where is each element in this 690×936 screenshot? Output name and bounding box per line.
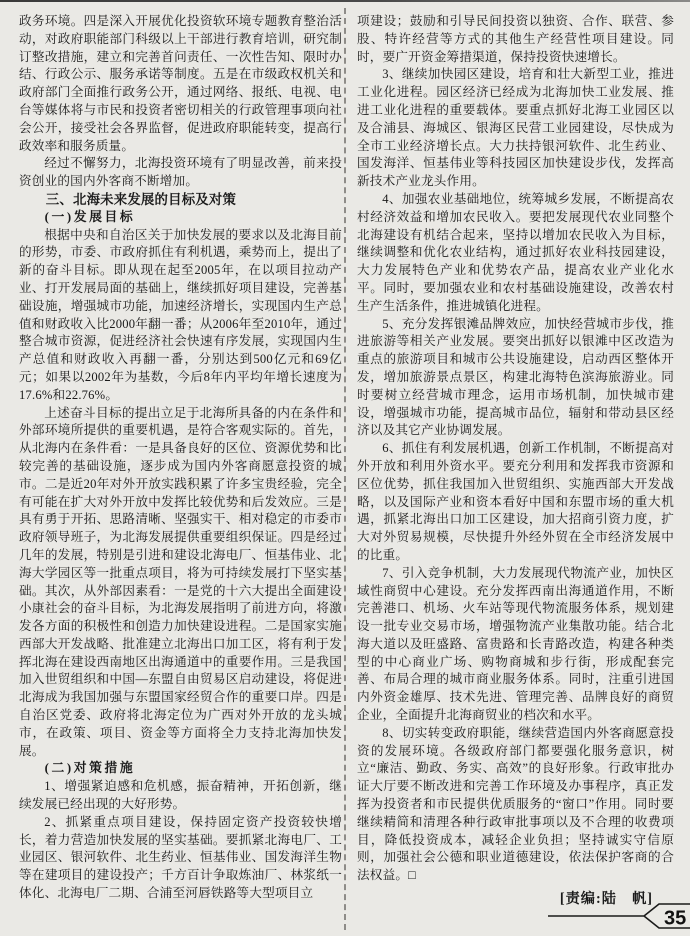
body-paragraph: 经过不懈努力，北海投资环境有了明显改善，前来投资创业的国内外客商不断增加。 — [19, 156, 342, 189]
body-paragraph: 3、继续加快园区建设，培育和壮大新型工业，推进工业化进程。园区经济已经成为北海加快工业发展、推进工业化进程的重要载体。要重点抓好北海工业园区以及合浦县、海城区、银海区民营工业园建设，尽快成为全市工业经济增长点。大力扶持银河软件、北生药业、国发海洋、恒基伟业等科技园区加快建设步伐，发挥高新技术产业龙头作用。 — [357, 67, 674, 189]
right-text-column — [357, 13, 674, 885]
body-paragraph: 7、引入竞争机制，大力发展现代物流产业，加快区域性商贸中心建设。充分发挥西南出海通道作用，不断完善港口、机场、火车站等现代物流服务体系，规划建设一批专业交易市场，增强物流产业集散功能。结合北海大道以及旺盛路、富贵路和长青路改造，构建各种类型的中心商业广场、购物商城和步行街，形成配套完善、布局合理的城市商业服务体系。同时，注重引进国内外资金雄厚、技术先进、管理完善、品牌良好的商贸企业，全面提升北海商贸业的档次和水平。 — [357, 565, 674, 723]
body-paragraph: 1、增强紧迫感和危机感，振奋精神，开拓创新，继续发展已经出现的大好形势。 — [19, 779, 342, 812]
body-paragraph: 项建设；鼓励和引导民间投资以独资、合作、联营、参股、特许经营等方式的其他生产经营性项目建设。同时，要广开资金筹措渠道，保持投资快速增长。 — [357, 14, 674, 64]
body-paragraph: 政务环境。四是深入开展优化投资软环境专题教育整治活动，对政府职能部门科级以上干部进行教育培训，研究制订整改措施，建立和完善首问责任、一次性告知、限时办结、行政公示、服务承诺等制度。五是在市级政权机关和政府部门全面推行政务公开，通过网络、报纸、电视、电台等媒体将与市民和投资者密切相关的行政管理事项向社会公开，接受社会各界监督，促进政府职能转变，提高行政效率和服务质量。 — [19, 14, 342, 153]
subsection-heading: (一)发展目标 — [44, 209, 136, 224]
scan-edge-artifact — [0, 0, 690, 2]
body-paragraph: 2、抓紧重点项目建设，保持固定资产投资较快增长，着力营造加快发展的坚实基础。要抓紧北海电厂、工业园区、银河软件、北生药业、恒基伟业、国发海洋生物等在建项目的建设投产；千方百计争取炼油厂、林浆纸一体化、北海电厂二期、合浦至河唇铁路等大型项目立 — [19, 814, 342, 901]
body-paragraph: 上述奋斗目标的提出立足于北海所具备的内在条件和外部环境所提供的重要机遇，是符合客观实际的。首先，从北海内在条件看：一是具备良好的区位、资源优势和比较完善的基础设施，逐步成为国内外客商愿意投资的城市。二是近20年对外开放实践积累了许多宝贵经验，完全有可能在扩大对外开放中发挥比较优势和后发效应。三是具有勇于开拓、思路清晰、坚强实干、相对稳定的市委市政府领导班子，为北海发展提供重要组织保证。四是经过几年的发展，特别是引进和建设北海电厂、恒基伟业、北海大学园区等一批重点项目，将为可持续发展打下坚实基础。其次，从外部因素看：一是党的十六大提出全面建设小康社会的奋斗目标，为北海发展指明了前进方向，将激发各方面的积极性和创造力加快建设进程。二是国家实施西部大开发战略、批准建立北海出口加工区，将有利于发挥北海在建设西南地区出海通道中的重要作用。三是我国加入世贸组织和中国—东盟自由贸易区启动建设，将促进北海成为我国加强与东盟国家经贸合作的重要口岸。四是自治区党委、政府将北海定位为广西对外开放的龙头城市，在政策、项目、资金等方面将全力支持北海加快发展。 — [19, 405, 342, 758]
body-paragraph: 8、切实转变政府职能，继续营造国内外客商愿意投资的发展环境。各级政府部门都要强化服务意识，树立“廉洁、勤政、务实、高效”的良好形象。行政审批办证大厅要不断改进和完善工作环境及办事程序，真正发挥为投资者和市民提供优质服务的“窗口”作用。同时要继续精简和清理各种行政审批事项以及不合理的收费项目，降低投资成本，减轻企业负担；坚持诚实守信原则，加强社会公德和职业道德建设，依法保护客商的合法权益。□ — [357, 725, 674, 883]
column-divider — [344, 8, 346, 930]
body-paragraph: 5、充分发挥银滩品牌效应，加快经营城市步伐，推进旅游等相关产业发展。要突出抓好以银滩中区改造为重点的旅游项目和城市公共设施建设，启动西区整体开发，增加旅游景点景区，构建北海特色滨海旅游业。同时要树立经营城市理念，运用市场机制，加快城市建设，增强城市功能，提高城市品位，辐射和带动县区经济以及其它产业协调发展。 — [357, 316, 674, 438]
body-paragraph: 根据中央和自治区关于加快发展的要求以及北海目前的形势，市委、市政府抓住有利机遇，乘势而上，提出了新的奋斗目标。即从现在起至2005年，在以项目拉动产业、打开发展局面的基础上，继续抓好项目建设，完善基础设施，增强城市功能，加速经济增长，实现国内生产总值和财政收入比2000年翻一番；从2006年至2010年，通过整合城市资源，促进经济社会快速有序发展，实现国内生产总值和财政收入再翻一番，分别达到500亿元和69亿元；如果以2002年为基数，今后8年内平均年增长速度为17.6%和22.76%。 — [19, 227, 342, 402]
editor-credit: [责编:陆 帆] — [559, 891, 653, 907]
body-paragraph: 6、抓住有利发展机遇，创新工作机制，不断提高对外开放和利用外资水平。要充分利用和发挥我市资源和区位优势，抓住我国加入世贸组织、实施西部大开发战略，以及国际产业和资本看好中国和东盟市场的重大机遇，抓紧北海出口加工区建设，加大招商引资力度，扩大对外贸易规模，尽快提升外经外贸在全市经济发展中的比重。 — [357, 441, 674, 562]
section-heading: 三、北海未来发展的目标及对策 — [45, 191, 237, 207]
page-number-pennant — [546, 899, 690, 933]
subsection-heading: (二)对策措施 — [44, 761, 136, 776]
body-paragraph: 4、加强农业基础地位，统筹城乡发展，不断提高农村经济效益和增加农民收入。要把发展现代农业同整个北海建设有机结合起来，坚持以增加农民收入为目标，继续调整和优化农业结构，通过抓好农业科技园建设，大力发展特色产业和优势农产品，提高农业产业化水平。同时，要加强农业和农村基础设施建设，改善农村生产生活条件，推进城镇化进程。 — [357, 191, 674, 313]
page-number: 35 — [664, 907, 687, 930]
left-text-column — [19, 13, 342, 903]
